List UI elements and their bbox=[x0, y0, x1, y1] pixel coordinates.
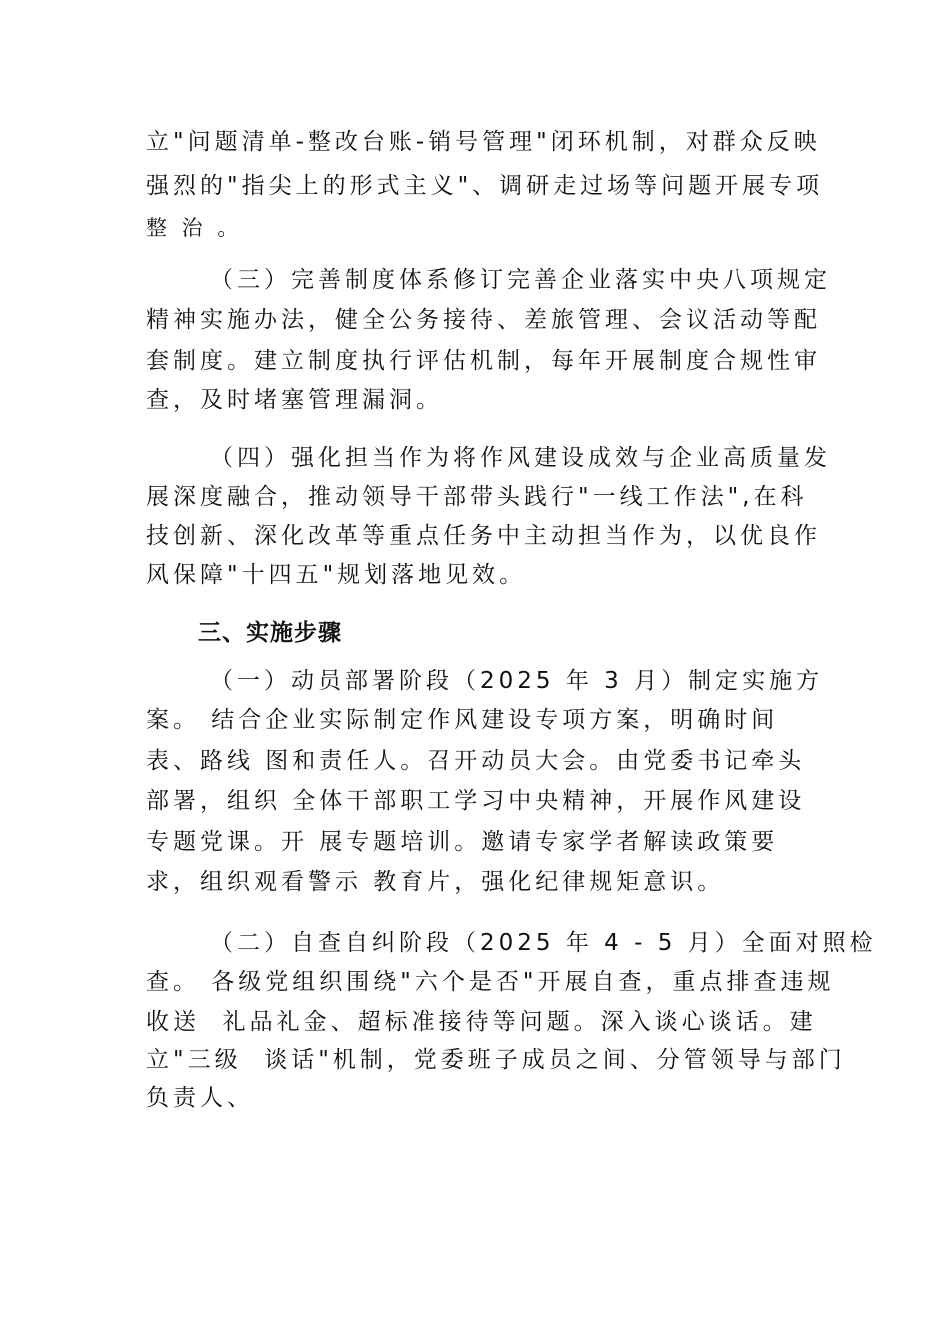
text-line: 收送 礼品礼金、超标准接待等问题。深入谈心谈话。建 bbox=[146, 1009, 817, 1035]
text-line: 立"三级 谈话"机制，党委班子成员之间、分管领导与部门 bbox=[146, 1047, 846, 1073]
text-line: 整 治 。 bbox=[146, 216, 243, 240]
text-line: 查。 各级党组织围绕"六个是否"开展自查，重点排查违规 bbox=[146, 969, 835, 995]
text-line: （一）动员部署阶段（2025 年 3 月）制定实施方 bbox=[210, 668, 824, 694]
text-line: 查，及时堵塞管理漏洞。 bbox=[146, 387, 443, 413]
text-line: 部署，组织 全体干部职工学习中央精神，开展作风建设 bbox=[146, 788, 806, 814]
text-line: 精神实施办法，健全公务接待、差旅管理、会议活动等配 bbox=[146, 307, 821, 333]
text-line: 求，组织观看警示 教育片，强化纪律规矩意识。 bbox=[146, 869, 725, 895]
text-line: （三）完善制度体系修订完善企业落实中央八项规定 bbox=[210, 267, 831, 293]
text-line: 负责人、 bbox=[146, 1085, 254, 1111]
text-line: 风保障"十四五"规划落地见效。 bbox=[146, 562, 527, 588]
text-line: 专题党课。开 展专题培训。邀请专家学者解读政策要 bbox=[146, 829, 779, 855]
text-line: 案。 结合企业实际制定作风建设专项方案，明确时间 bbox=[146, 707, 779, 733]
text-line: 强烈的"指尖上的形式主义"、调研走过场等问题开展专项 bbox=[146, 173, 824, 199]
text-line: 表、路线 图和责任人。召开动员大会。由党委书记牵头 bbox=[146, 748, 806, 774]
text-line: 立"问题清单-整改台账-销号管理"闭环机制，对群众反映 bbox=[146, 129, 821, 155]
text-line: 展深度融合，推动领导干部带头践行"一线工作法",在科 bbox=[146, 484, 808, 510]
text-line: （四）强化担当作为将作风建设成效与企业高质量发 bbox=[210, 445, 831, 471]
text-line: 技创新、深化改革等重点任务中主动担当作为，以优良作 bbox=[146, 523, 821, 549]
text-line: （二）自查自纠阶段（2025 年 4 - 5 月）全面对照检 bbox=[210, 930, 877, 956]
text-line: 套制度。建立制度执行评估机制，每年开展制度合规性审 bbox=[146, 348, 821, 374]
section-heading: 三、实施步骤 bbox=[198, 620, 342, 646]
